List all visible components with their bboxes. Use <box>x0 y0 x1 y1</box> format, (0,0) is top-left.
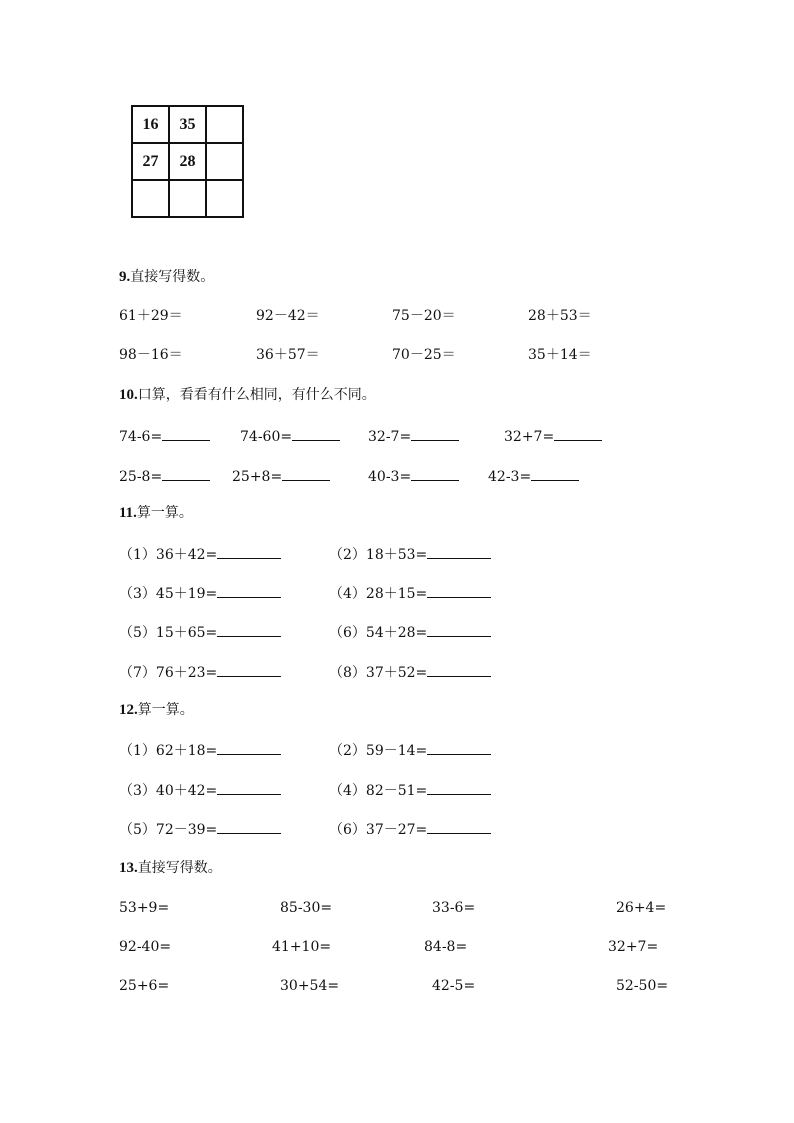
answer-blank[interactable] <box>217 583 281 598</box>
equation-with-blank <box>119 780 281 800</box>
question-10-heading <box>119 386 376 404</box>
equation: 98－16＝ <box>119 347 183 363</box>
equation-with-blank <box>504 426 602 446</box>
equation: 42-5= <box>432 978 476 994</box>
equation: （8）37＋52= <box>329 665 428 681</box>
equation: （6）54＋28= <box>329 625 428 641</box>
equation-with-blank <box>119 740 281 760</box>
equation-with-blank <box>368 426 459 446</box>
equation-with-blank <box>329 622 491 642</box>
equation-with-blank <box>329 819 491 839</box>
equation: 32+7= <box>608 939 659 955</box>
answer-blank[interactable] <box>217 662 281 677</box>
question-number: 11. <box>119 505 137 521</box>
equation: 92-40= <box>119 939 172 955</box>
question-number: 12. <box>119 702 138 718</box>
grid-cell: 35 <box>169 106 206 143</box>
grid-cell[interactable] <box>206 106 243 143</box>
question-11-heading <box>119 504 193 522</box>
equation: 52-50= <box>616 978 669 994</box>
question-title: 口算，看看有什么相同，有什么不同。 <box>137 387 376 403</box>
number-grid <box>131 105 244 218</box>
equation: 41+10= <box>272 939 332 955</box>
answer-blank[interactable] <box>217 544 281 559</box>
equation-with-blank <box>232 466 330 486</box>
grid-cell: 28 <box>169 143 206 180</box>
equation-with-blank <box>119 819 281 839</box>
answer-blank[interactable] <box>217 819 281 834</box>
answer-blank[interactable] <box>217 780 281 795</box>
equation: 61＋29＝ <box>119 308 183 324</box>
equation-with-blank <box>240 426 340 446</box>
equation-with-blank <box>119 466 210 486</box>
equation: 36＋57＝ <box>256 347 320 363</box>
grid-cell: 16 <box>132 106 169 143</box>
equation: 33-6= <box>432 900 476 916</box>
equation: 70－25＝ <box>392 347 456 363</box>
equation-with-blank <box>368 466 459 486</box>
grid-cell[interactable] <box>206 180 243 217</box>
equation: （7）76＋23= <box>119 665 218 681</box>
equation: （1）62＋18= <box>119 743 218 759</box>
question-9-heading <box>119 268 214 286</box>
equation: 32+7= <box>504 429 555 445</box>
equation: 85-30= <box>280 900 333 916</box>
answer-blank[interactable] <box>292 426 340 441</box>
equation-with-blank <box>329 740 491 760</box>
answer-blank[interactable] <box>162 466 210 481</box>
answer-blank[interactable] <box>411 466 459 481</box>
answer-blank[interactable] <box>427 583 491 598</box>
equation: 30+54= <box>280 978 340 994</box>
answer-blank[interactable] <box>411 426 459 441</box>
answer-blank[interactable] <box>531 466 579 481</box>
question-title: 直接写得数。 <box>130 269 215 285</box>
answer-blank[interactable] <box>427 740 491 755</box>
equation: 32-7= <box>368 429 412 445</box>
answer-blank[interactable] <box>217 740 281 755</box>
equation: 40-3= <box>368 469 412 485</box>
equation-with-blank <box>119 426 210 446</box>
answer-blank[interactable] <box>162 426 210 441</box>
question-number: 13. <box>119 860 138 876</box>
equation: （2）59－14= <box>329 743 428 759</box>
question-title: 直接写得数。 <box>137 860 222 876</box>
equation: 26+4= <box>616 900 667 916</box>
grid-cell: 27 <box>132 143 169 180</box>
equation: （5）72－39= <box>119 822 218 838</box>
grid-cell[interactable] <box>132 180 169 217</box>
answer-blank[interactable] <box>427 662 491 677</box>
equation: 53+9= <box>119 900 170 916</box>
question-title: 算一算。 <box>136 505 193 521</box>
equation: 92－42＝ <box>256 308 320 324</box>
equation: （3）40＋42= <box>119 783 218 799</box>
grid-cell[interactable] <box>206 143 243 180</box>
answer-blank[interactable] <box>427 819 491 834</box>
equation: （2）18＋53= <box>329 547 428 563</box>
question-12-heading <box>119 701 194 719</box>
equation-with-blank <box>488 466 579 486</box>
question-number: 9. <box>119 269 131 285</box>
equation: （3）45＋19= <box>119 586 218 602</box>
answer-blank[interactable] <box>427 622 491 637</box>
equation: 84-8= <box>424 939 468 955</box>
equation-with-blank <box>329 662 491 682</box>
equation: 74-60= <box>240 429 293 445</box>
answer-blank[interactable] <box>427 780 491 795</box>
equation: （5）15＋65= <box>119 625 218 641</box>
equation: （6）37－27= <box>329 822 428 838</box>
equation-with-blank <box>119 583 281 603</box>
answer-blank[interactable] <box>554 426 602 441</box>
equation: 28＋53＝ <box>528 308 592 324</box>
answer-blank[interactable] <box>217 622 281 637</box>
equation-with-blank <box>119 544 281 564</box>
question-13-heading <box>119 859 222 877</box>
grid-cell[interactable] <box>169 180 206 217</box>
equation: 42-3= <box>488 469 532 485</box>
equation-with-blank <box>329 544 491 564</box>
answer-blank[interactable] <box>282 466 330 481</box>
equation: 75－20＝ <box>392 308 456 324</box>
question-number: 10. <box>119 387 138 403</box>
equation-with-blank <box>329 583 491 603</box>
equation: 35＋14＝ <box>528 347 592 363</box>
answer-blank[interactable] <box>427 544 491 559</box>
question-title: 算一算。 <box>137 702 194 718</box>
equation-with-blank <box>119 662 281 682</box>
equation: （1）36＋42= <box>119 547 218 563</box>
equation: （4）28＋15= <box>329 586 428 602</box>
equation: 25+6= <box>119 978 170 994</box>
equation: （4）82－51= <box>329 783 428 799</box>
equation: 25+8= <box>232 469 283 485</box>
equation: 25-8= <box>119 469 163 485</box>
equation: 74-6= <box>119 429 163 445</box>
equation-with-blank <box>119 622 281 642</box>
equation-with-blank <box>329 780 491 800</box>
